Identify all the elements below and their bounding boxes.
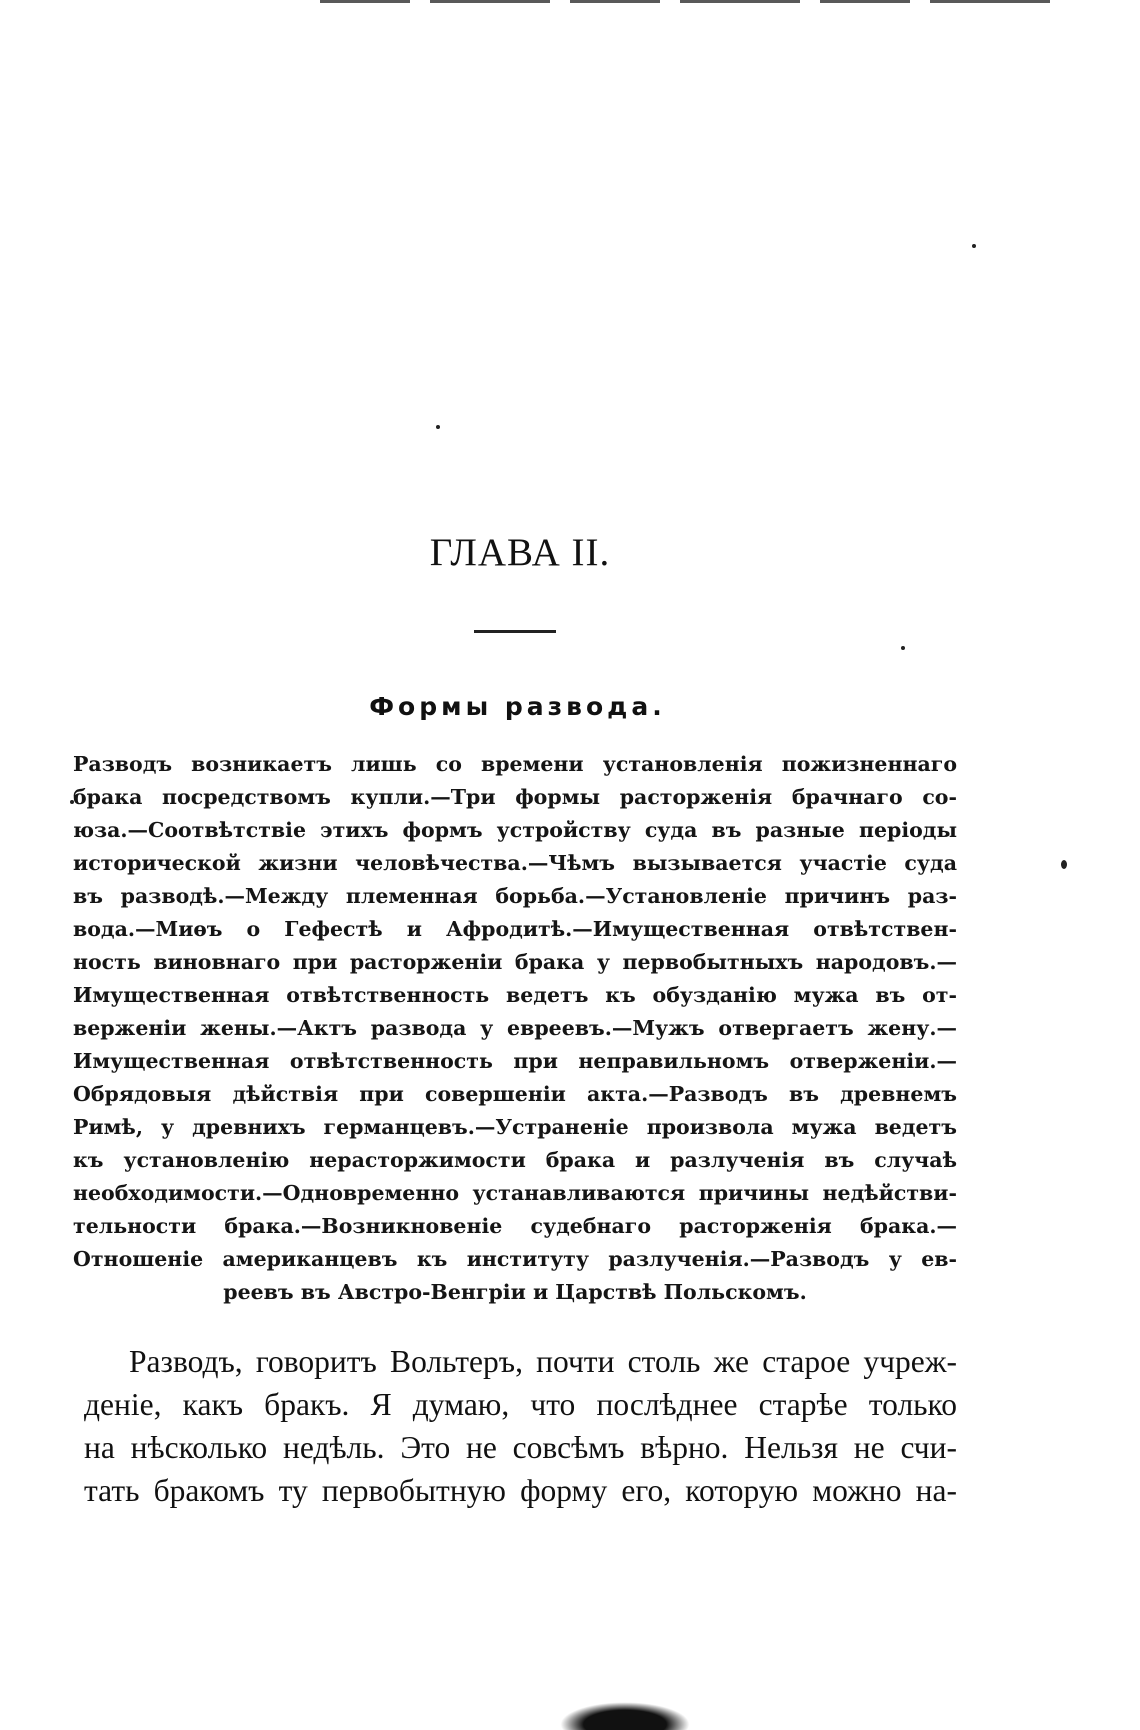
body-line: тать бракомъ ту первобытную форму его, которую можно на- (84, 1473, 957, 1508)
bottom-ink-smudge (560, 1702, 690, 1730)
speck-mark (972, 244, 976, 248)
summary-line: Обрядовыя дѣйствія при совершеніи акта.—Разводъ въ древнемъ (73, 1082, 957, 1106)
summary-line: необходимости.—Одновременно устанавливаются причины недѣйстви- (73, 1181, 957, 1205)
body-line: деніе, какъ бракъ. Я думаю, что послѣднее старѣе только (84, 1387, 957, 1422)
summary-line: въ разводѣ.—Между племенная борьба.—Установленіе причинъ раз- (73, 884, 957, 908)
speck-mark (901, 646, 905, 650)
summary-line: Отношеніе американцевъ къ институту разлученія.—Разводъ у ев- (73, 1247, 957, 1271)
summary-line: реевъ въ Австро-Венгріи и Царствѣ Польскомъ. (223, 1280, 807, 1304)
summary-line: вода.—Миѳъ о Гефестѣ и Афродитѣ.—Имущественная отвѣтствен- (73, 917, 957, 941)
summary-line: тельности брака.—Возникновеніе судебнаго расторженія брака.— (73, 1214, 957, 1238)
chapter-summary (73, 748, 957, 1309)
summary-line: Римѣ, у древнихъ германцевъ.—Устраненіе произвола мужа ведетъ (73, 1115, 957, 1139)
summary-line: Разводъ возникаетъ лишь со времени установленія пожизненнаго (73, 752, 957, 776)
top-edge-rule (320, 0, 1060, 3)
section-heading: Формы развода. (369, 692, 666, 721)
summary-line: верженіи жены.—Актъ развода у евреевъ.—Мужъ отвергаетъ жену.— (73, 1016, 957, 1040)
title-divider (474, 630, 556, 633)
body-paragraph (84, 1340, 957, 1512)
summary-line: юза.—Соотвѣтствіе этихъ формъ устройству суда въ разные періоды (73, 818, 957, 842)
speck-mark (436, 425, 440, 429)
summary-line: исторической жизни человѣчества.—Чѣмъ вызывается участіе суда (73, 851, 957, 875)
summary-line: Имущественная отвѣтственность ведетъ къ обузданію мужа въ от- (73, 983, 957, 1007)
chapter-title: ГЛАВА II. (429, 531, 611, 574)
body-line: Разводъ, говоритъ Вольтеръ, почти столь же старое учреж- (129, 1344, 957, 1379)
body-line: на нѣсколько недѣль. Это не совсѣмъ вѣрно. Нельзя не счи- (84, 1430, 957, 1465)
summary-line: брака посредствомъ купли.—Три формы расторженія брачнаго со- (73, 785, 957, 809)
summary-line: ность виновнаго при расторженіи брака у первобытныхъ народовъ.— (73, 950, 957, 974)
summary-line: къ установленію нерасторжимости брака и разлученія въ случаѣ (73, 1148, 957, 1172)
speck-mark (1061, 860, 1067, 869)
summary-line: Имущественная отвѣтственность при неправильномъ отверженіи.— (73, 1049, 957, 1073)
